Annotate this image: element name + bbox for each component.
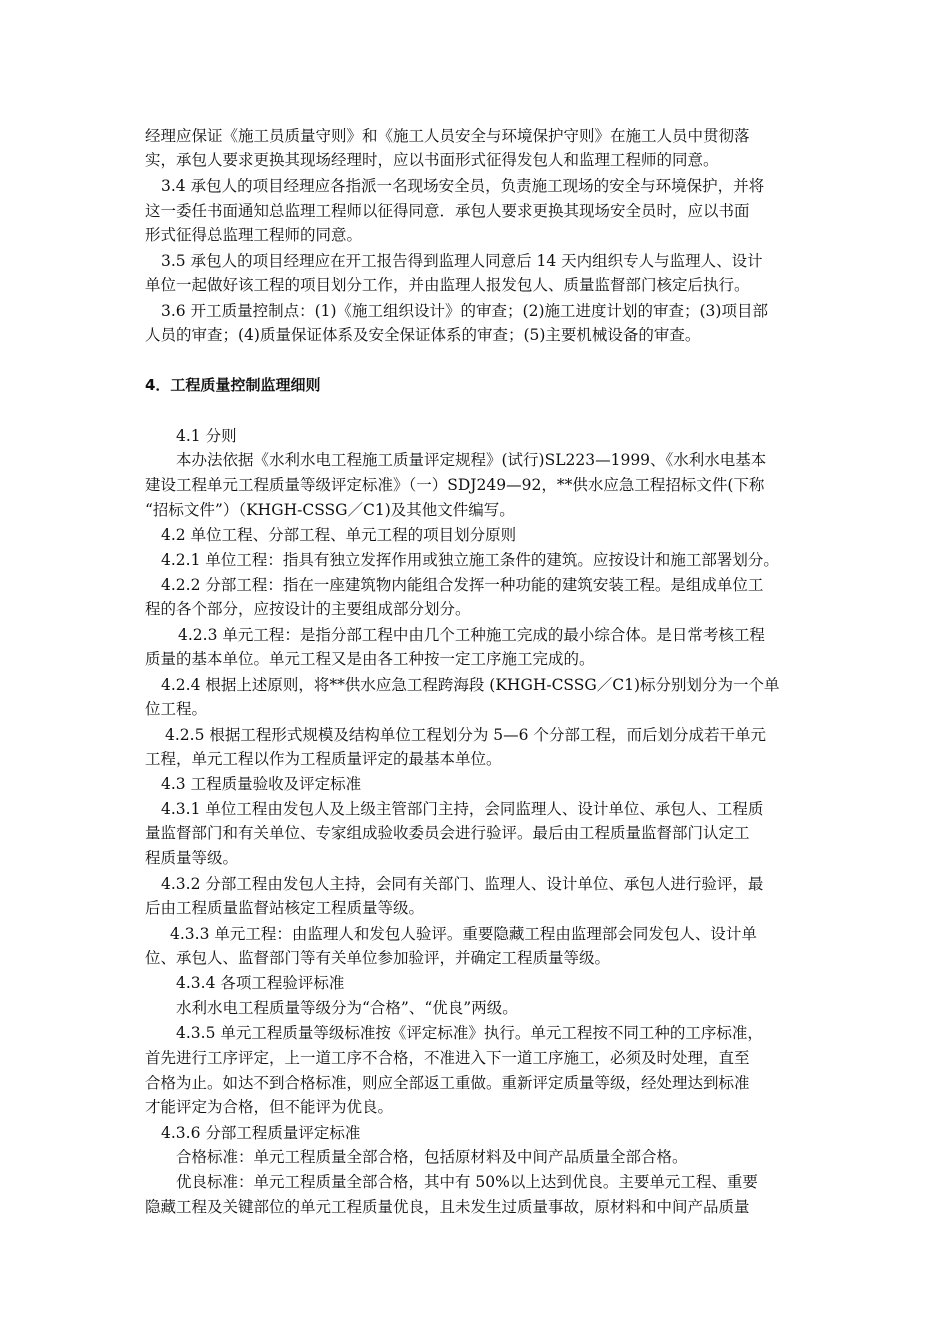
text-line: 质量的基本单位。单元工程又是由各工种按一定工序施工完成的。 (145, 650, 595, 668)
text-line: 4.3.1 单位工程由发包人及上级主管部门主持，会同监理人、设计单位、承包人、工程质 (161, 800, 764, 818)
text-line: 3.4 承包人的项目经理应各指派一名现场安全员，负责施工现场的安全与环境保护，并将 (161, 177, 765, 195)
text-line: 4.1 分则 (176, 427, 237, 445)
text-line: 合格标准：单元工程质量全部合格，包括原材料及中间产品质量全部合格。 (176, 1148, 688, 1166)
text-line: 人员的审查；(4)质量保证体系及安全保证体系的审查；(5)主要机械设备的审查。 (145, 326, 701, 344)
text-line: 量监督部门和有关单位、专家组成验收委员会进行验评。最后由工程质量监督部门认定工 (145, 824, 750, 842)
text-line: 4.3.3 单元工程：由监理人和发包人验评。重要隐藏工程由监理部会同发包人、设计单 (170, 925, 757, 943)
text-line: 4.3.2 分部工程由发包人主持，会同有关部门、监理人、设计单位、承包人进行验评，最 (161, 875, 764, 893)
text-line: 位、承包人、监督部门等有关单位参加验评，并确定工程质量等级。 (145, 949, 611, 967)
text-line: 4.2.2 分部工程：指在一座建筑物内能组合发挥一种功能的建筑安装工程。是组成单位工 (161, 576, 764, 594)
text-line: 3.5 承包人的项目经理应在开工报告得到监理人同意后 14 天内组织专人与监理人、设计 (161, 252, 763, 270)
text-line: 合格为止。如达不到合格标准，则应全部返工重做。重新评定质量等级，经处理达到标准 (145, 1074, 750, 1092)
text-line: 隐藏工程及关键部位的单元工程质量优良，且未发生过质量事故，原材料和中间产品质量 (145, 1198, 750, 1216)
text-line: 形式征得总监理工程师的同意。 (145, 226, 363, 244)
text-line: 4.3.5 单元工程质量等级标准按《评定标准》执行。单元工程按不同工种的工序标准， (176, 1024, 763, 1042)
text-line: 建设工程单元工程质量等级评定标准》（一）SDJ249—92，**供水应急工程招标文件(下称 (145, 476, 765, 494)
text-line: 4.3.4 各项工程验评标准 (176, 974, 345, 992)
section-heading: 4．工程质量控制监理细则 (145, 376, 321, 394)
text-line: 水利水电工程质量等级分为“合格”、“优良”两级。 (176, 999, 518, 1017)
text-line: 工程，单元工程以作为工程质量评定的最基本单位。 (145, 750, 502, 768)
text-line: 单位一起做好该工程的项目划分工作，并由监理人报发包人、质量监督部门核定后执行。 (145, 276, 750, 294)
text-line: 4.2 单位工程、分部工程、单元工程的项目划分原则 (161, 526, 517, 544)
text-line: 4.2.5 根据工程形式规模及结构单位工程划分为 5—6 个分部工程，而后划分成若干单元 (165, 726, 766, 744)
text-line: 优良标准：单元工程质量全部合格，其中有 50%以上达到优良。主要单元工程、重要 (176, 1173, 758, 1191)
text-line: 4.3.6 分部工程质量评定标准 (161, 1124, 361, 1142)
text-line: 后由工程质量监督站核定工程质量等级。 (145, 899, 425, 917)
text-line: 4.3 工程质量验收及评定标准 (161, 775, 362, 793)
text-line: 才能评定为合格，但不能评为优良。 (145, 1098, 394, 1116)
text-line: 程的各个部分，应按设计的主要组成部分划分。 (145, 600, 471, 618)
text-line: 经理应保证《施工员质量守则》和《施工人员安全与环境保护守则》在施工人员中贯彻落 (145, 127, 750, 145)
text-line: “招标文件”）（KHGH-CSSG／C1)及其他文件编写。 (145, 501, 515, 519)
text-line: 4.2.3 单元工程：是指分部工程中由几个工种施工完成的最小综合体。是日常考核工程 (178, 626, 765, 644)
text-line: 3.6 开工质量控制点：(1)《施工组织设计》的审查；(2)施工进度计划的审查；(3)项目部 (161, 302, 768, 320)
text-line: 这一委任书面通知总监理工程师以征得同意．承包人要求更换其现场安全员时，应以书面 (145, 202, 750, 220)
text-line: 程质量等级。 (145, 849, 239, 867)
text-line: 4.2.4 根据上述原则，将**供水应急工程跨海段 (KHGH-CSSG／C1)标分别划分为一个单 (161, 676, 780, 694)
text-line: 实，承包人要求更换其现场经理时，应以书面形式征得发包人和监理工程师的同意。 (145, 151, 719, 169)
text-line: 4.2.1 单位工程：指具有独立发挥作用或独立施工条件的建筑。应按设计和施工部署划分。 (161, 551, 779, 569)
text-line: 首先进行工序评定，上一道工序不合格，不准进入下一道工序施工，必须及时处理，直至 (145, 1049, 750, 1067)
text-line: 位工程。 (145, 700, 208, 718)
text-line: 本办法依据《水利水电工程施工质量评定规程》(试行)SL223—1999、《水利水电基本 (176, 451, 767, 469)
